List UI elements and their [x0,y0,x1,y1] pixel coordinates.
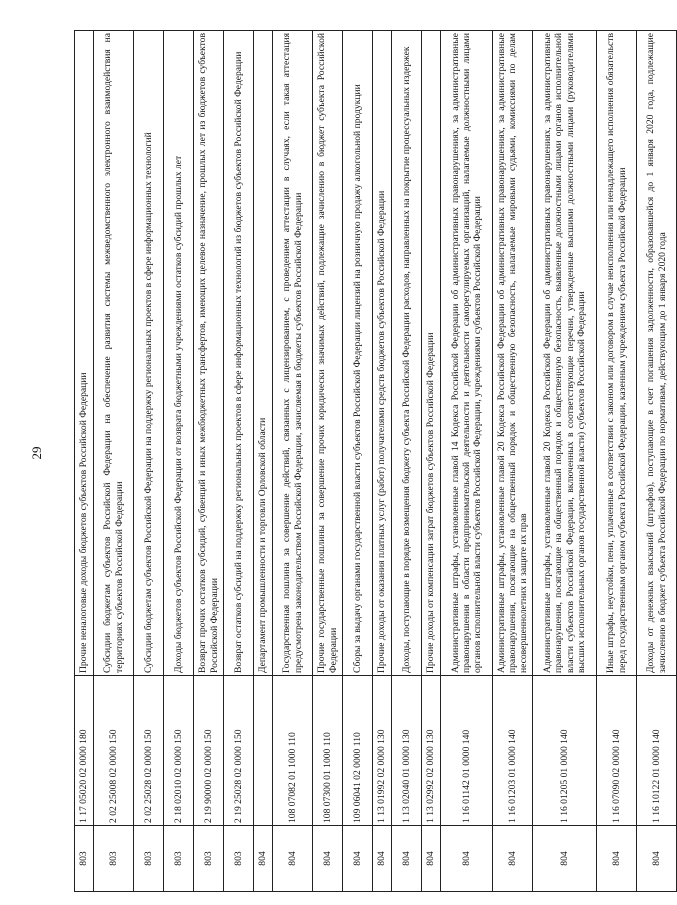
classification-code-cell: 2 02 25028 02 0000 150 [134,676,164,826]
table-row [164,31,194,892]
table-body [75,31,677,892]
admin-code-cell: 804 [637,826,677,892]
table-row [224,31,254,892]
admin-code-cell: 804 [373,826,392,892]
description-cell: Субсидии бюджетам субъектов Российской Федерации на обеспечение развития системы межведомственного электронного взаимодействия на территориях субъектов Российской Федерации [94,31,134,676]
admin-code-cell: 803 [164,826,194,892]
table-row [441,31,493,892]
classification-code-cell: 1 16 01205 01 0000 140 [533,676,597,826]
table-row [254,31,273,892]
admin-code-cell: 804 [597,826,637,892]
admin-code-cell: 803 [134,826,164,892]
classification-code-cell: 1 16 10122 01 0000 140 [637,676,677,826]
classification-code-cell: 1 16 01142 01 0000 140 [441,676,493,826]
description-cell: Административные штрафы, установленные главой 14 Кодекса Российской Федерации об административных правонарушениях, за административные правонарушения в области предпринимательской деятельности и деятельности саморегулируемых организаций, налагаемые должностными лицами органов исполнительной власти субъектов Российской Федерации, учреждениями субъектов Российской Федерации [441,31,493,676]
admin-code-cell: 804 [313,826,343,892]
description-cell: Прочие неналоговые доходы бюджетов субъектов Российской Федерации [75,31,94,676]
classification-code-cell: 2 18 02010 02 0000 150 [164,676,194,826]
admin-code-cell: 804 [254,826,273,892]
description-cell: Иные штрафы, неустойки, пени, уплаченные в соответствии с законом или договором в случае неисполнения или ненадлежащего исполнения обязательств перед государственным органом субъекта Российской Федерации, казенным учреждением субъекта Российской Федерации [597,31,637,676]
table-row [597,31,637,892]
table-row [493,31,533,892]
page-number: 29 [29,446,44,460]
admin-code-cell: 803 [75,826,94,892]
table-row [94,31,134,892]
admin-code-cell: 803 [194,826,224,892]
admin-code-cell: 804 [392,826,422,892]
description-cell: Административные штрафы, установленные главой 20 Кодекса Российской Федерации об административных правонарушениях, за административные правонарушения, посягающие на общественный порядок и общественную безопасность, выявленные должностными лицами органов исполнительной власти субъектов Российской Федерации, включенных в соответствующие перечни, утвержденные высшими должностными лицами (руководителями высших исполнительных органов государственной власти) субъектов Российской Федерации [533,31,597,676]
classification-code-cell: 1 13 02992 02 0000 130 [422,676,441,826]
table-row [75,31,94,892]
description-cell: Департамент промышленности и торговли Орловской области [254,31,273,676]
admin-code-cell: 804 [273,826,313,892]
table-row [533,31,597,892]
admin-code-cell: 804 [533,826,597,892]
description-cell: Административные штрафы, установленные главой 20 Кодекса Российской Федерации об административных правонарушениях, за административные правонарушения, посягающие на общественный порядок и общественную безопасность, налагаемые мировыми судьями, комиссиями по делам несовершеннолетних и защите их прав [493,31,533,676]
description-cell: Прочие доходы от компенсации затрат бюджетов субъектов Российской Федерации [422,31,441,676]
description-cell: Доходы, поступающие в порядке возмещения бюджету субъекта Российской Федерации расходов, направленных на покрытие процессуальных издержек [392,31,422,676]
rotated-table-container [74,30,668,892]
description-cell: Субсидии бюджетам субъектов Российской Федерации на поддержку региональных проектов в сфере информационных технологий [134,31,164,676]
classification-code-cell: 108 07082 01 1000 110 [273,676,313,826]
table-row [343,31,373,892]
classification-code-cell: 1 16 07090 02 0000 140 [597,676,637,826]
table-row [313,31,343,892]
classification-code-cell [254,676,273,826]
revenue-codes-table [74,30,677,892]
table-row [392,31,422,892]
admin-code-cell: 804 [422,826,441,892]
admin-code-cell: 804 [441,826,493,892]
table-row [134,31,164,892]
classification-code-cell: 2 19 90000 02 0000 150 [194,676,224,826]
description-cell: Возврат прочих остатков субсидий, субвенций и иных межбюджетных трансфертов, имеющих целевое назначение, прошлых лет из бюджетов субъектов Российской Федерации [194,31,224,676]
table-row [637,31,677,892]
table-row [422,31,441,892]
description-cell: Сборы за выдачу органами государственной власти субъектов Российской Федерации лицензий на розничную продажу алкогольной продукции [343,31,373,676]
admin-code-cell: 803 [224,826,254,892]
classification-code-cell: 1 13 02040 01 0000 130 [392,676,422,826]
description-cell: Возврат остатков субсидий на поддержку региональных проектов в сфере информационных технологий из бюджетов субъектов Российской Федерации [224,31,254,676]
table-row [273,31,313,892]
description-cell: Доходы бюджетов субъектов Российской Федерации от возврата бюджетными учреждениями остатков субсидий прошлых лет [164,31,194,676]
classification-code-cell: 109 06041 02 0000 110 [343,676,373,826]
admin-code-cell: 803 [94,826,134,892]
table-row [194,31,224,892]
classification-code-cell: 108 07300 01 1000 110 [313,676,343,826]
classification-code-cell: 1 13 01992 02 0000 130 [373,676,392,826]
description-cell: Государственная пошлина за совершение действий, связанных с лицензированием, с проведением аттестации в случаях, если такая аттестация предусмотрена законодательством Российской Федерации, зачисляемая в бюджеты субъектов Российской Федерации [273,31,313,676]
admin-code-cell: 804 [493,826,533,892]
description-cell: Прочие доходы от оказания платных услуг (работ) получателями средств бюджетов субъектов Российской Федерации [373,31,392,676]
description-cell: Прочие государственные пошлины за совершение прочих юридически значимых действий, подлежащие зачислению в бюджет субъекта Российской Федерации [313,31,343,676]
classification-code-cell: 2 19 25028 02 0000 150 [224,676,254,826]
classification-code-cell: 1 17 05020 02 0000 180 [75,676,94,826]
classification-code-cell: 1 16 01203 01 0000 140 [493,676,533,826]
description-cell: Доходы от денежных взысканий (штрафов), поступающие в счет погашения задолженности, образовавшейся до 1 января 2020 года, подлежащие зачислению в бюджет субъекта Российской Федерации по нормативам, действующим до 1 января 2020 года [637,31,677,676]
classification-code-cell: 2 02 25008 02 0000 150 [94,676,134,826]
table-row [373,31,392,892]
admin-code-cell: 804 [343,826,373,892]
